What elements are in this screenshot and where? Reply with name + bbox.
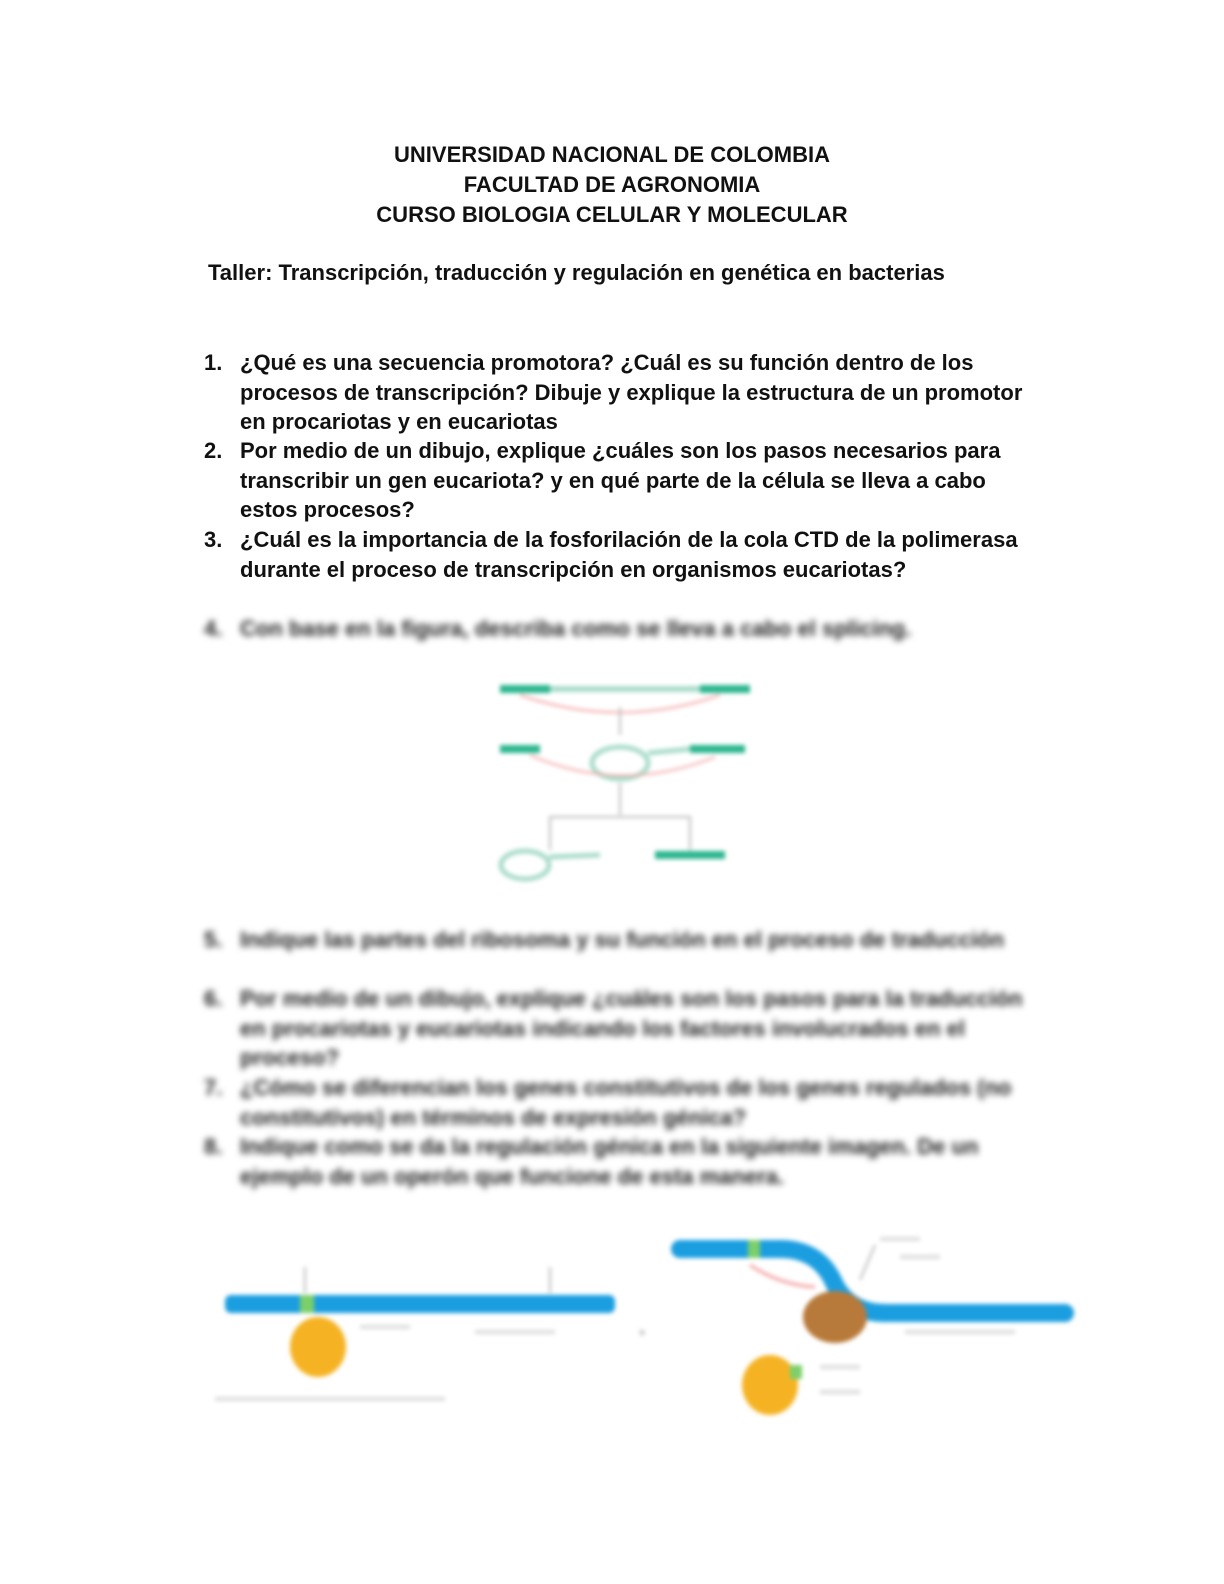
exon-1 — [500, 685, 550, 693]
course-name: CURSO BIOLOGIA CELULAR Y MOLECULAR — [376, 202, 848, 227]
intron — [550, 686, 700, 692]
dna-strand — [680, 1249, 1065, 1313]
splicing-figure — [490, 665, 760, 895]
question-6 — [204, 984, 1044, 1073]
question-number: 6. — [204, 986, 223, 1011]
question-text: ¿Cuál es la importancia de la fosforilación de la cola CTD de la polimerasa durante el proceso de transcripción en organismos eucariotas? — [240, 527, 1018, 582]
mrna — [655, 851, 725, 859]
repressor-protein — [290, 1317, 346, 1377]
question-4 — [204, 614, 1044, 644]
rna-polymerase — [803, 1291, 867, 1343]
question-5 — [204, 925, 1044, 955]
question-7 — [204, 1073, 1044, 1132]
repressor-protein — [742, 1355, 798, 1415]
operon-repressed-figure — [210, 1255, 620, 1415]
inducer — [790, 1365, 802, 1379]
question-number: 4. — [204, 616, 223, 641]
workshop-title: Taller: Transcripción, traducción y regulación en genética en bacterias — [208, 260, 945, 285]
question-number: 3. — [204, 527, 223, 552]
document-header — [0, 140, 1224, 230]
question-number: 5. — [204, 927, 223, 952]
question-number: 1. — [204, 350, 223, 375]
question-text: Indique como se da la regulación génica en la siguiente imagen. De un ejemplo de un operón que funcione de esta manera. — [240, 1134, 979, 1189]
operator-site — [748, 1240, 760, 1258]
question-number: 2. — [204, 438, 223, 463]
faculty-name: FACULTAD DE AGRONOMIA — [463, 172, 761, 197]
operator-site — [300, 1295, 314, 1313]
question-text: ¿Qué es una secuencia promotora? ¿Cuál es su función dentro de los procesos de transcripción? Dibuje y explique la estructura de un promotor en procariotas y en eucariotas — [240, 350, 1023, 434]
exon-2 — [690, 745, 745, 753]
question-number: 7. — [204, 1075, 223, 1100]
question-8 — [204, 1132, 1044, 1191]
question-text: Indique las partes del ribosoma y su función en el proceso de traducción — [240, 927, 1005, 952]
exon-2 — [700, 685, 750, 693]
exon-1 — [500, 745, 540, 753]
dna-strand — [225, 1295, 615, 1313]
svg-text:+: + — [638, 1324, 647, 1340]
question-text: ¿Cómo se diferencian los genes constitutivos de los genes regulados (no constitutivos) en términos de expresión génica? — [240, 1075, 1012, 1130]
operon-active-figure — [630, 1225, 1070, 1425]
question-2 — [204, 436, 1044, 525]
question-text: Con base en la figura, describa como se lleva a cabo el splicing. — [240, 616, 912, 641]
question-1 — [204, 348, 1044, 437]
lariat — [501, 851, 549, 879]
question-text: Por medio de un dibujo, explique ¿cuáles son los pasos para la traducción en procariotas y eucariotas indicando los factores involucrados en el proceso? — [240, 986, 1023, 1070]
question-3 — [204, 525, 1044, 584]
university-name: UNIVERSIDAD NACIONAL DE COLOMBIA — [394, 142, 830, 167]
question-number: 8. — [204, 1134, 223, 1159]
question-text: Por medio de un dibujo, explique ¿cuáles son los pasos necesarios para transcribir un gen eucariota? y en qué parte de la célula se lleva a cabo estos procesos? — [240, 438, 1001, 522]
